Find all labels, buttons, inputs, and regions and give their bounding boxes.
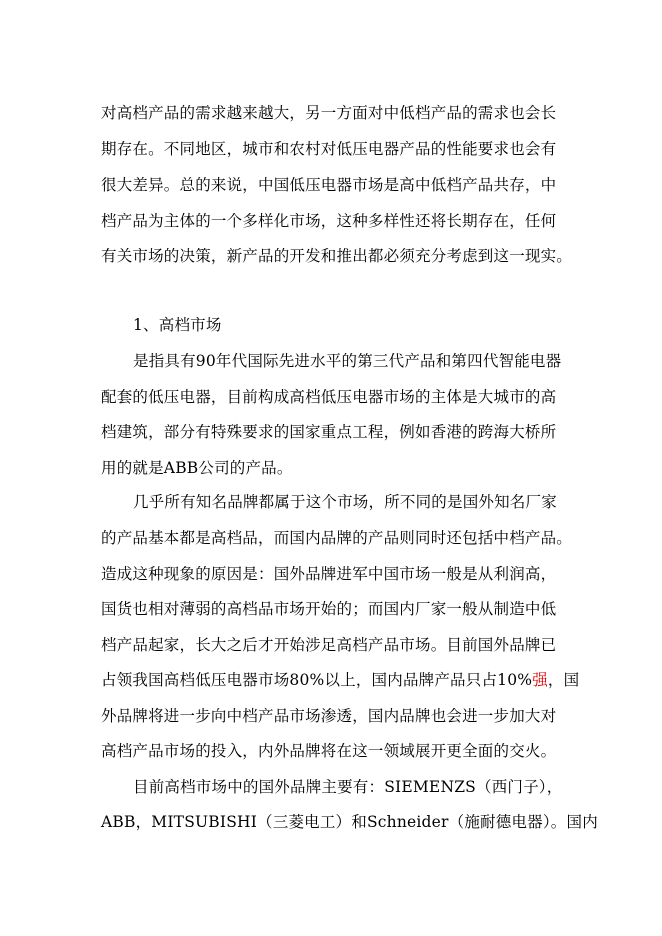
- highlighted-text: 强: [532, 671, 548, 689]
- text-line: ABB，MITSUBISHI（三菱电工）和Schneider（施耐德电器）。国内: [101, 813, 598, 831]
- text-line: 目前高档市场中的国外品牌主要有：SIEMENZS（西门子），: [133, 778, 563, 796]
- text-line: 高档产品市场的投入，内外品牌将在这一领域展开更全面的交火。: [101, 742, 557, 760]
- text-line: 有关市场的决策，新产品的开发和推出都必须充分考虑到这一现实。: [101, 247, 573, 265]
- text-line: 是指具有90年代国际先进水平的第三代产品和第四代智能电器: [133, 352, 562, 370]
- text-line: 外品牌将进一步向中档产品市场渗透，国内品牌也会进一步加大对: [101, 707, 557, 725]
- text-line: 造成这种现象的原因是：国外品牌进军中国市场一般是从利润高，: [101, 565, 557, 583]
- text-line: 对高档产品的需求越来越大，另一方面对中低档产品的需求也会长: [101, 104, 557, 122]
- text-line: 期存在。不同地区，城市和农村对低压电器产品的性能要求也会有: [101, 140, 557, 158]
- text-line: 档产品为主体的一个多样化市场，这种多样性还将长期存在，任何: [101, 212, 557, 230]
- text-line: 用的就是ABB公司的产品。: [101, 459, 293, 477]
- text-segment: 占领我国高档低压电器市场80%以上，国内品牌产品只占10%: [101, 671, 533, 689]
- section-heading: 1、高档市场: [133, 316, 222, 334]
- text-line-with-highlight: [101, 670, 579, 690]
- text-line: 几乎所有知名品牌都属于这个市场，所不同的是国外知名厂家: [133, 493, 557, 511]
- text-line: 很大差异。总的来说，中国低压电器市场是高中低档产品共存，中: [101, 176, 557, 194]
- text-line: 档产品起家，长大之后才开始涉足高档产品市场。目前国外品牌已: [101, 636, 557, 654]
- text-line: 的产品基本都是高档品，而国内品牌的产品则同时还包括中档产品。: [101, 529, 573, 547]
- text-line: 档建筑，部分有特殊要求的国家重点工程，例如香港的跨海大桥所: [101, 423, 557, 441]
- text-line: 国货也相对薄弱的高档品市场开始的；而国内厂家一般从制造中低: [101, 600, 557, 618]
- text-segment: ，国: [547, 671, 580, 689]
- text-line: 配套的低压电器，目前构成高档低压电器市场的主体是大城市的高: [101, 388, 557, 406]
